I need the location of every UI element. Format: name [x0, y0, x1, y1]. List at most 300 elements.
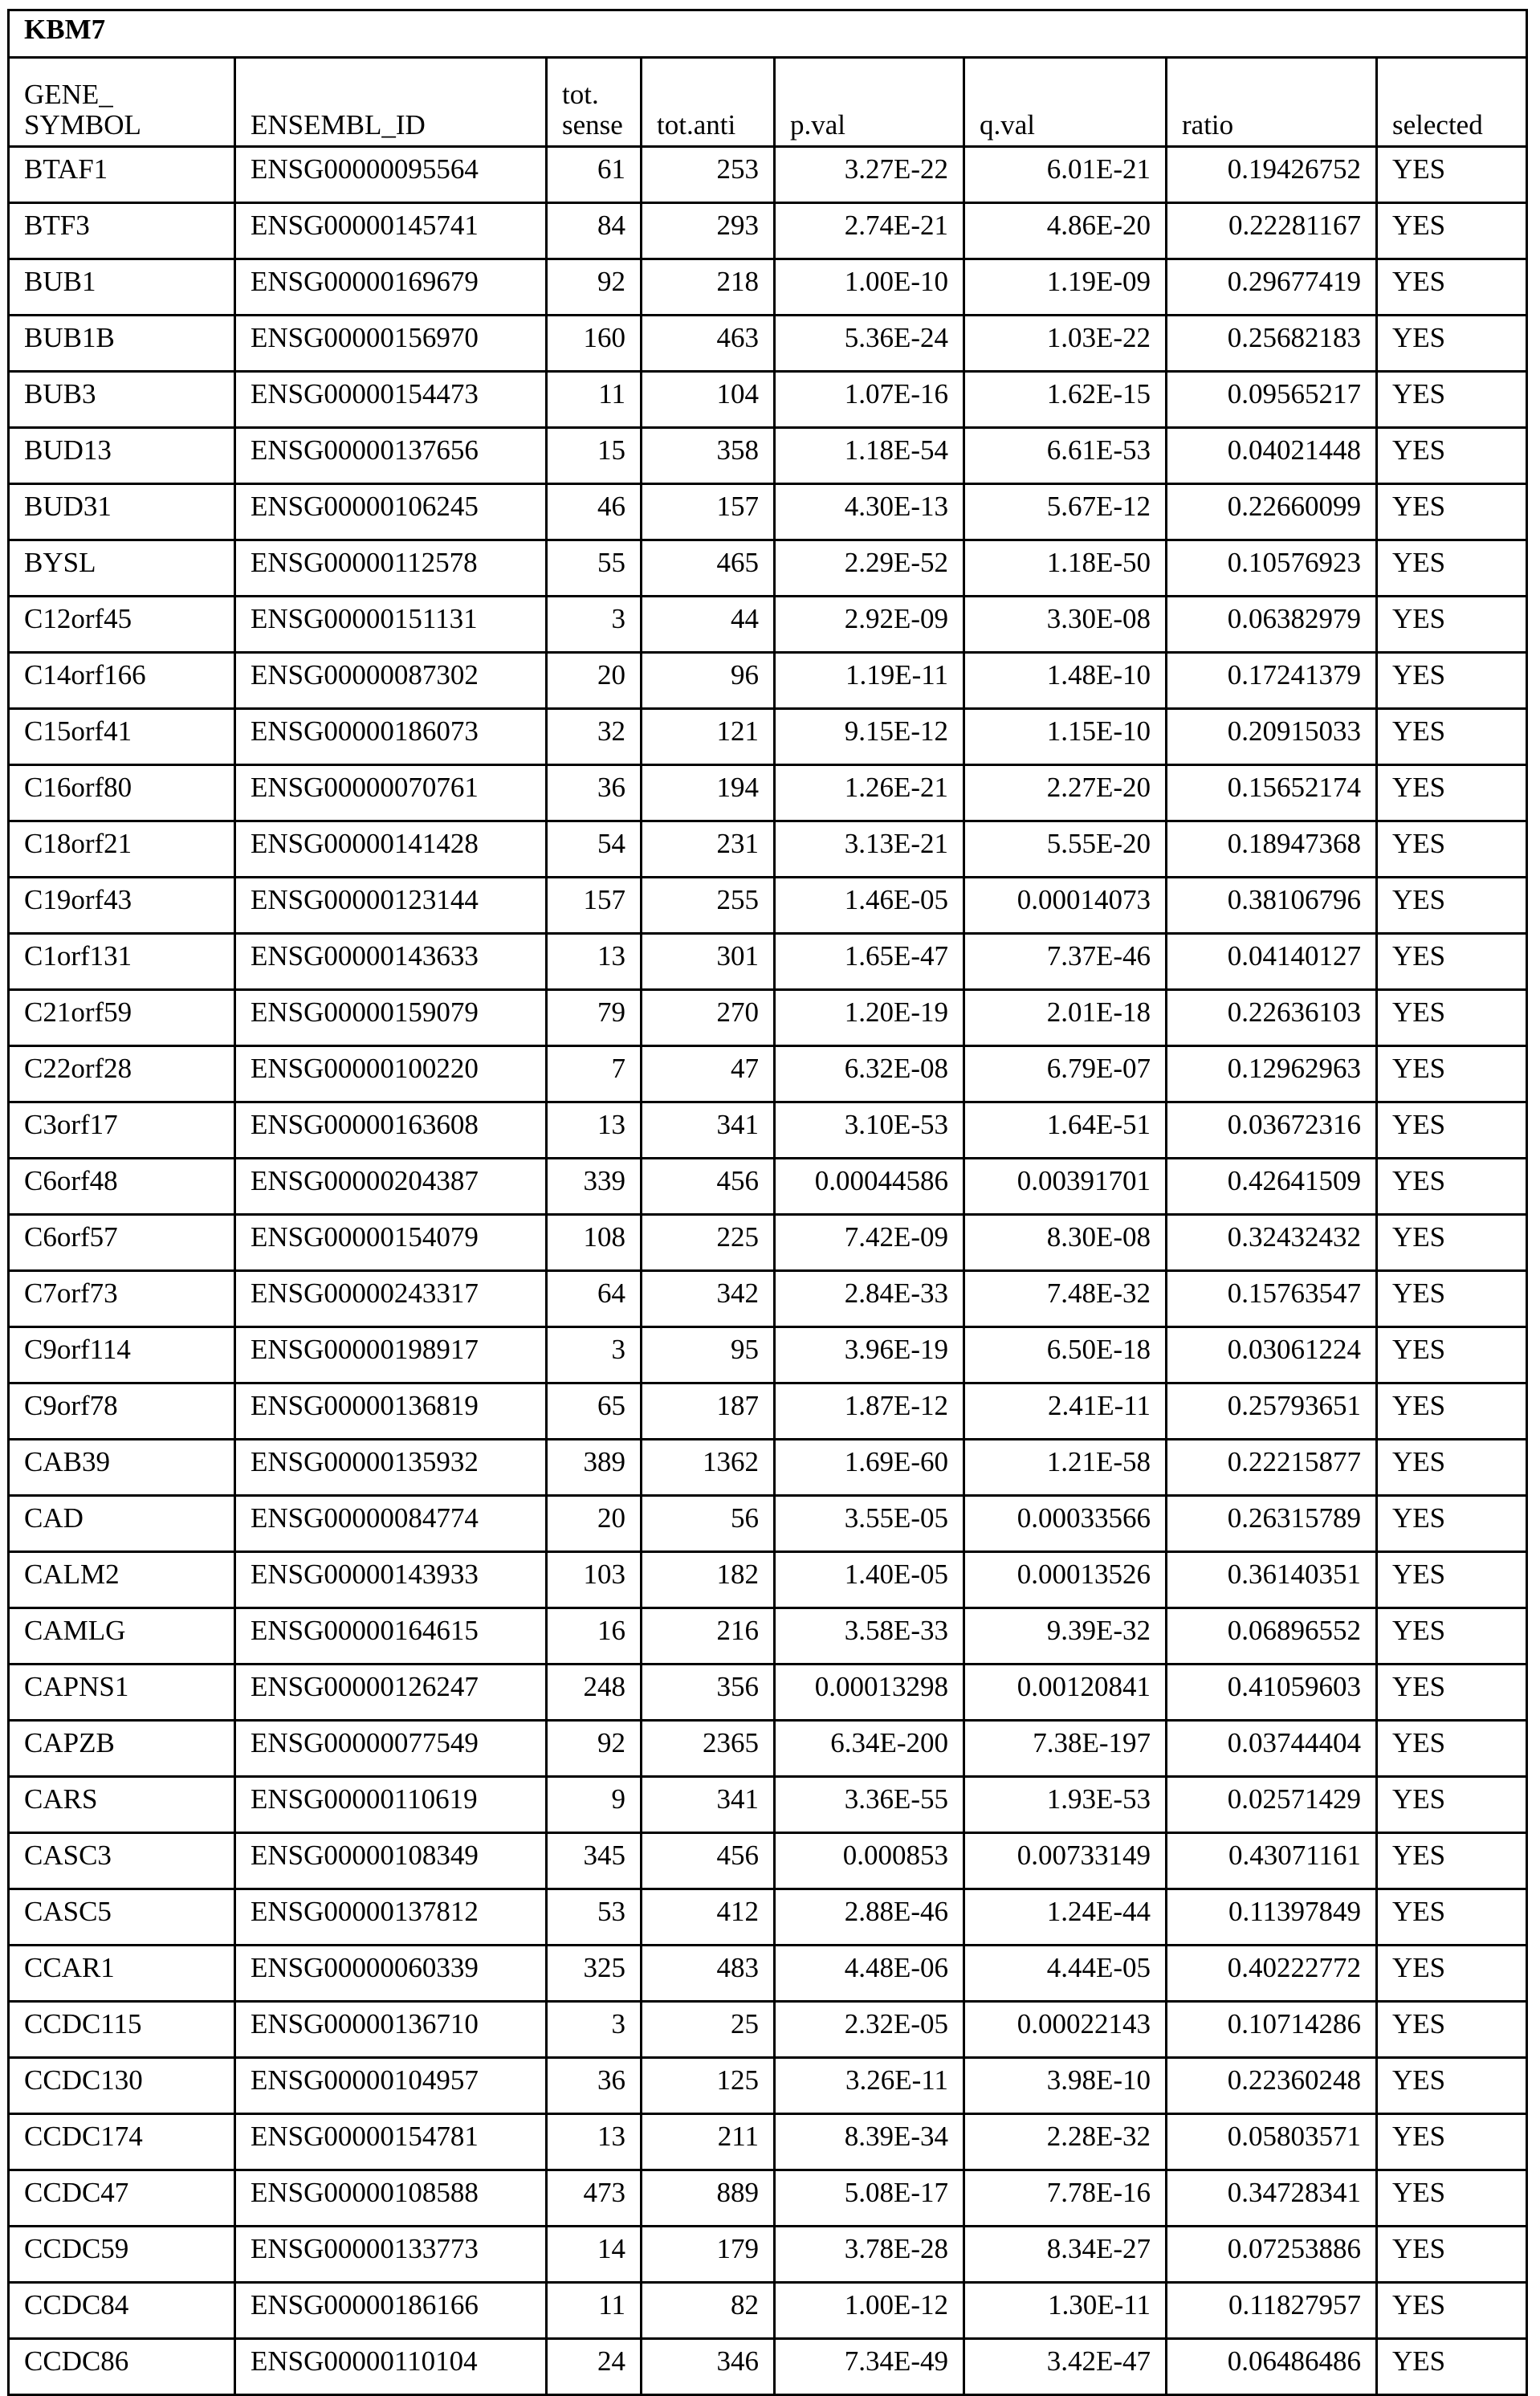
cell-p-val: 9.15E-12 [775, 709, 964, 765]
cell-tot-anti: 125 [642, 2058, 775, 2114]
cell-q-val: 1.48E-10 [964, 653, 1167, 709]
cell-p-val: 1.87E-12 [775, 1383, 964, 1440]
cell-tot-anti: 218 [642, 259, 775, 316]
column-header-tot-anti: tot.anti [642, 58, 775, 147]
cell-p-val: 0.00013298 [775, 1665, 964, 1721]
cell-q-val: 7.37E-46 [964, 934, 1167, 990]
cell-selected: YES [1377, 878, 1527, 934]
cell-ensembl-id: ENSG00000123144 [235, 878, 547, 934]
table-row [9, 709, 1527, 765]
cell-selected: YES [1377, 372, 1527, 428]
cell-q-val: 9.39E-32 [964, 1608, 1167, 1665]
cell-tot-anti: 293 [642, 203, 775, 259]
cell-tot-sense: 325 [547, 1946, 642, 2002]
cell-ratio: 0.04021448 [1167, 428, 1377, 484]
table-row [9, 428, 1527, 484]
column-header-tot-sense: tot. sense [547, 58, 642, 147]
cell-q-val: 1.30E-11 [964, 2283, 1167, 2339]
cell-ratio: 0.25682183 [1167, 316, 1377, 372]
table-row [9, 1215, 1527, 1271]
cell-p-val: 1.07E-16 [775, 372, 964, 428]
cell-selected: YES [1377, 1496, 1527, 1552]
cell-selected: YES [1377, 2058, 1527, 2114]
cell-tot-anti: 121 [642, 709, 775, 765]
cell-gene-symbol: C22orf28 [9, 1046, 235, 1102]
table-row [9, 316, 1527, 372]
cell-ensembl-id: ENSG00000151131 [235, 597, 547, 653]
cell-ensembl-id: ENSG00000095564 [235, 147, 547, 203]
cell-p-val: 1.65E-47 [775, 934, 964, 990]
cell-tot-sense: 92 [547, 1721, 642, 1777]
cell-p-val: 7.42E-09 [775, 1215, 964, 1271]
cell-p-val: 2.88E-46 [775, 1889, 964, 1946]
cell-tot-sense: 345 [547, 1833, 642, 1889]
cell-q-val: 8.30E-08 [964, 1215, 1167, 1271]
cell-selected: YES [1377, 484, 1527, 540]
cell-tot-sense: 32 [547, 709, 642, 765]
cell-selected: YES [1377, 1946, 1527, 2002]
cell-gene-symbol: CAD [9, 1496, 235, 1552]
cell-selected: YES [1377, 259, 1527, 316]
cell-selected: YES [1377, 2227, 1527, 2283]
table-row [9, 2283, 1527, 2339]
table-row [9, 934, 1527, 990]
cell-p-val: 3.96E-19 [775, 1327, 964, 1383]
cell-selected: YES [1377, 1833, 1527, 1889]
cell-ensembl-id: ENSG00000143933 [235, 1552, 547, 1608]
cell-q-val: 0.00014073 [964, 878, 1167, 934]
table-row [9, 203, 1527, 259]
cell-selected: YES [1377, 1889, 1527, 1946]
cell-ensembl-id: ENSG00000159079 [235, 990, 547, 1046]
column-header-selected: selected [1377, 58, 1527, 147]
cell-ratio: 0.22360248 [1167, 2058, 1377, 2114]
table-row [9, 484, 1527, 540]
cell-p-val: 6.34E-200 [775, 1721, 964, 1777]
cell-selected: YES [1377, 428, 1527, 484]
cell-q-val: 3.30E-08 [964, 597, 1167, 653]
cell-ensembl-id: ENSG00000084774 [235, 1496, 547, 1552]
cell-ensembl-id: ENSG00000126247 [235, 1665, 547, 1721]
table-row [9, 2114, 1527, 2170]
cell-tot-sense: 157 [547, 878, 642, 934]
cell-selected: YES [1377, 1721, 1527, 1777]
cell-ensembl-id: ENSG00000136710 [235, 2002, 547, 2058]
cell-q-val: 3.42E-47 [964, 2339, 1167, 2395]
cell-ensembl-id: ENSG00000243317 [235, 1271, 547, 1327]
table-row [9, 1271, 1527, 1327]
cell-selected: YES [1377, 1102, 1527, 1159]
cell-ratio: 0.02571429 [1167, 1777, 1377, 1833]
cell-q-val: 0.00013526 [964, 1552, 1167, 1608]
cell-selected: YES [1377, 1271, 1527, 1327]
table-row [9, 1889, 1527, 1946]
table-row [9, 372, 1527, 428]
cell-gene-symbol: CAMLG [9, 1608, 235, 1665]
cell-tot-sense: 24 [547, 2339, 642, 2395]
cell-tot-anti: 255 [642, 878, 775, 934]
cell-gene-symbol: C18orf21 [9, 821, 235, 878]
cell-gene-symbol: C9orf78 [9, 1383, 235, 1440]
cell-tot-anti: 1362 [642, 1440, 775, 1496]
cell-ensembl-id: ENSG00000141428 [235, 821, 547, 878]
column-header-q-val: q.val [964, 58, 1167, 147]
cell-p-val: 7.34E-49 [775, 2339, 964, 2395]
cell-gene-symbol: C7orf73 [9, 1271, 235, 1327]
cell-ensembl-id: ENSG00000198917 [235, 1327, 547, 1383]
cell-p-val: 2.29E-52 [775, 540, 964, 597]
cell-ensembl-id: ENSG00000137812 [235, 1889, 547, 1946]
cell-ratio: 0.07253886 [1167, 2227, 1377, 2283]
cell-p-val: 5.36E-24 [775, 316, 964, 372]
cell-tot-anti: 216 [642, 1608, 775, 1665]
cell-selected: YES [1377, 1440, 1527, 1496]
cell-selected: YES [1377, 934, 1527, 990]
cell-tot-sense: 54 [547, 821, 642, 878]
cell-p-val: 3.78E-28 [775, 2227, 964, 2283]
cell-gene-symbol: CCDC174 [9, 2114, 235, 2170]
table-row [9, 1159, 1527, 1215]
cell-tot-sense: 92 [547, 259, 642, 316]
cell-p-val: 3.26E-11 [775, 2058, 964, 2114]
cell-selected: YES [1377, 653, 1527, 709]
cell-ratio: 0.04140127 [1167, 934, 1377, 990]
cell-tot-sense: 7 [547, 1046, 642, 1102]
cell-q-val: 2.27E-20 [964, 765, 1167, 821]
cell-ensembl-id: ENSG00000060339 [235, 1946, 547, 2002]
cell-p-val: 3.58E-33 [775, 1608, 964, 1665]
cell-tot-anti: 341 [642, 1102, 775, 1159]
cell-ratio: 0.05803571 [1167, 2114, 1377, 2170]
cell-ratio: 0.18947368 [1167, 821, 1377, 878]
cell-selected: YES [1377, 821, 1527, 878]
cell-ratio: 0.36140351 [1167, 1552, 1377, 1608]
cell-gene-symbol: C1orf131 [9, 934, 235, 990]
cell-tot-sense: 3 [547, 597, 642, 653]
cell-ratio: 0.22281167 [1167, 203, 1377, 259]
cell-gene-symbol: C9orf114 [9, 1327, 235, 1383]
cell-p-val: 2.32E-05 [775, 2002, 964, 2058]
cell-ensembl-id: ENSG00000133773 [235, 2227, 547, 2283]
cell-tot-anti: 211 [642, 2114, 775, 2170]
cell-p-val: 1.46E-05 [775, 878, 964, 934]
cell-tot-sense: 14 [547, 2227, 642, 2283]
table-row [9, 2227, 1527, 2283]
cell-selected: YES [1377, 1665, 1527, 1721]
cell-tot-sense: 108 [547, 1215, 642, 1271]
table-row [9, 878, 1527, 934]
cell-q-val: 4.86E-20 [964, 203, 1167, 259]
cell-tot-sense: 61 [547, 147, 642, 203]
cell-ratio: 0.06382979 [1167, 597, 1377, 653]
cell-ratio: 0.06896552 [1167, 1608, 1377, 1665]
cell-p-val: 3.27E-22 [775, 147, 964, 203]
cell-p-val: 8.39E-34 [775, 2114, 964, 2170]
cell-ensembl-id: ENSG00000145741 [235, 203, 547, 259]
cell-p-val: 1.40E-05 [775, 1552, 964, 1608]
cell-gene-symbol: BUB3 [9, 372, 235, 428]
cell-ensembl-id: ENSG00000108588 [235, 2170, 547, 2227]
cell-selected: YES [1377, 597, 1527, 653]
cell-gene-symbol: BYSL [9, 540, 235, 597]
cell-ensembl-id: ENSG00000154473 [235, 372, 547, 428]
column-header-gene-symbol: GENE_ SYMBOL [9, 58, 235, 147]
cell-q-val: 1.62E-15 [964, 372, 1167, 428]
cell-tot-anti: 56 [642, 1496, 775, 1552]
cell-ensembl-id: ENSG00000100220 [235, 1046, 547, 1102]
cell-p-val: 1.00E-10 [775, 259, 964, 316]
cell-ensembl-id: ENSG00000106245 [235, 484, 547, 540]
column-header-ratio: ratio [1167, 58, 1377, 147]
cell-gene-symbol: C15orf41 [9, 709, 235, 765]
cell-p-val: 2.92E-09 [775, 597, 964, 653]
cell-selected: YES [1377, 1215, 1527, 1271]
cell-selected: YES [1377, 1159, 1527, 1215]
cell-gene-symbol: C12orf45 [9, 597, 235, 653]
cell-tot-sense: 46 [547, 484, 642, 540]
cell-ensembl-id: ENSG00000169679 [235, 259, 547, 316]
cell-ratio: 0.42641509 [1167, 1159, 1377, 1215]
cell-gene-symbol: C16orf80 [9, 765, 235, 821]
table-row [9, 653, 1527, 709]
cell-gene-symbol: CCDC86 [9, 2339, 235, 2395]
cell-selected: YES [1377, 2114, 1527, 2170]
cell-ensembl-id: ENSG00000163608 [235, 1102, 547, 1159]
cell-ensembl-id: ENSG00000137656 [235, 428, 547, 484]
cell-q-val: 4.44E-05 [964, 1946, 1167, 2002]
cell-selected: YES [1377, 2170, 1527, 2227]
cell-tot-sense: 13 [547, 1102, 642, 1159]
table-row [9, 1496, 1527, 1552]
cell-ensembl-id: ENSG00000108349 [235, 1833, 547, 1889]
cell-q-val: 0.00120841 [964, 1665, 1167, 1721]
cell-ratio: 0.10714286 [1167, 2002, 1377, 2058]
cell-ratio: 0.06486486 [1167, 2339, 1377, 2395]
cell-tot-sense: 11 [547, 2283, 642, 2339]
cell-ratio: 0.03672316 [1167, 1102, 1377, 1159]
cell-tot-sense: 64 [547, 1271, 642, 1327]
cell-p-val: 1.00E-12 [775, 2283, 964, 2339]
cell-q-val: 2.01E-18 [964, 990, 1167, 1046]
cell-ensembl-id: ENSG00000110104 [235, 2339, 547, 2395]
cell-tot-sense: 36 [547, 765, 642, 821]
cell-gene-symbol: CCDC59 [9, 2227, 235, 2283]
cell-selected: YES [1377, 2339, 1527, 2395]
cell-ratio: 0.20915033 [1167, 709, 1377, 765]
cell-tot-sense: 16 [547, 1608, 642, 1665]
table-row [9, 821, 1527, 878]
cell-ratio: 0.11397849 [1167, 1889, 1377, 1946]
cell-q-val: 7.48E-32 [964, 1271, 1167, 1327]
cell-tot-anti: 96 [642, 653, 775, 709]
table-row [9, 540, 1527, 597]
cell-ratio: 0.15763547 [1167, 1271, 1377, 1327]
cell-q-val: 7.38E-197 [964, 1721, 1167, 1777]
cell-tot-sense: 79 [547, 990, 642, 1046]
cell-q-val: 1.18E-50 [964, 540, 1167, 597]
cell-gene-symbol: C19orf43 [9, 878, 235, 934]
cell-selected: YES [1377, 1777, 1527, 1833]
table-row [9, 2339, 1527, 2395]
cell-tot-anti: 104 [642, 372, 775, 428]
cell-ensembl-id: ENSG00000135932 [235, 1440, 547, 1496]
cell-gene-symbol: CARS [9, 1777, 235, 1833]
table-row [9, 1608, 1527, 1665]
cell-selected: YES [1377, 765, 1527, 821]
cell-p-val: 4.30E-13 [775, 484, 964, 540]
cell-tot-anti: 253 [642, 147, 775, 203]
cell-p-val: 0.00044586 [775, 1159, 964, 1215]
cell-ensembl-id: ENSG00000186166 [235, 2283, 547, 2339]
cell-tot-sense: 65 [547, 1383, 642, 1440]
table-row [9, 765, 1527, 821]
cell-selected: YES [1377, 2283, 1527, 2339]
cell-ensembl-id: ENSG00000164615 [235, 1608, 547, 1665]
cell-ratio: 0.43071161 [1167, 1833, 1377, 1889]
cell-tot-anti: 157 [642, 484, 775, 540]
cell-ensembl-id: ENSG00000154079 [235, 1215, 547, 1271]
cell-q-val: 3.98E-10 [964, 2058, 1167, 2114]
cell-p-val: 2.74E-21 [775, 203, 964, 259]
cell-q-val: 6.61E-53 [964, 428, 1167, 484]
table-row [9, 2002, 1527, 2058]
cell-gene-symbol: C3orf17 [9, 1102, 235, 1159]
table-row [9, 147, 1527, 203]
cell-tot-sense: 13 [547, 934, 642, 990]
cell-gene-symbol: C21orf59 [9, 990, 235, 1046]
cell-selected: YES [1377, 1608, 1527, 1665]
cell-tot-sense: 20 [547, 1496, 642, 1552]
cell-p-val: 1.20E-19 [775, 990, 964, 1046]
cell-q-val: 0.00033566 [964, 1496, 1167, 1552]
cell-ratio: 0.40222772 [1167, 1946, 1377, 2002]
cell-tot-sense: 84 [547, 203, 642, 259]
cell-q-val: 1.15E-10 [964, 709, 1167, 765]
cell-tot-anti: 463 [642, 316, 775, 372]
cell-ensembl-id: ENSG00000070761 [235, 765, 547, 821]
cell-gene-symbol: BTAF1 [9, 147, 235, 203]
cell-q-val: 6.79E-07 [964, 1046, 1167, 1102]
table-row [9, 1946, 1527, 2002]
cell-gene-symbol: BUD13 [9, 428, 235, 484]
cell-gene-symbol: CASC5 [9, 1889, 235, 1946]
cell-tot-anti: 225 [642, 1215, 775, 1271]
cell-tot-anti: 270 [642, 990, 775, 1046]
cell-tot-sense: 103 [547, 1552, 642, 1608]
cell-ratio: 0.03061224 [1167, 1327, 1377, 1383]
cell-tot-sense: 473 [547, 2170, 642, 2227]
cell-q-val: 5.67E-12 [964, 484, 1167, 540]
cell-tot-sense: 160 [547, 316, 642, 372]
cell-gene-symbol: C14orf166 [9, 653, 235, 709]
cell-ensembl-id: ENSG00000087302 [235, 653, 547, 709]
cell-tot-sense: 3 [547, 2002, 642, 2058]
cell-p-val: 3.36E-55 [775, 1777, 964, 1833]
table-row [9, 1833, 1527, 1889]
cell-selected: YES [1377, 147, 1527, 203]
cell-ratio: 0.32432432 [1167, 1215, 1377, 1271]
cell-gene-symbol: CAPZB [9, 1721, 235, 1777]
cell-p-val: 2.84E-33 [775, 1271, 964, 1327]
cell-tot-anti: 95 [642, 1327, 775, 1383]
cell-q-val: 1.21E-58 [964, 1440, 1167, 1496]
cell-tot-sense: 389 [547, 1440, 642, 1496]
cell-ensembl-id: ENSG00000104957 [235, 2058, 547, 2114]
cell-ratio: 0.26315789 [1167, 1496, 1377, 1552]
cell-tot-sense: 36 [547, 2058, 642, 2114]
cell-ratio: 0.10576923 [1167, 540, 1377, 597]
cell-tot-anti: 187 [642, 1383, 775, 1440]
cell-ratio: 0.29677419 [1167, 259, 1377, 316]
cell-tot-sense: 11 [547, 372, 642, 428]
table-row [9, 1440, 1527, 1496]
table-row [9, 1383, 1527, 1440]
table-row [9, 1046, 1527, 1102]
cell-p-val: 1.26E-21 [775, 765, 964, 821]
cell-selected: YES [1377, 2002, 1527, 2058]
table-row [9, 1721, 1527, 1777]
table-row [9, 1552, 1527, 1608]
cell-gene-symbol: BUB1B [9, 316, 235, 372]
table-row [9, 259, 1527, 316]
cell-p-val: 5.08E-17 [775, 2170, 964, 2227]
cell-ratio: 0.15652174 [1167, 765, 1377, 821]
cell-tot-sense: 20 [547, 653, 642, 709]
cell-tot-anti: 82 [642, 2283, 775, 2339]
cell-gene-symbol: CCDC84 [9, 2283, 235, 2339]
cell-tot-anti: 889 [642, 2170, 775, 2227]
cell-ratio: 0.38106796 [1167, 878, 1377, 934]
cell-tot-sense: 53 [547, 1889, 642, 1946]
cell-tot-anti: 356 [642, 1665, 775, 1721]
cell-q-val: 6.50E-18 [964, 1327, 1167, 1383]
cell-ratio: 0.25793651 [1167, 1383, 1377, 1440]
cell-tot-sense: 55 [547, 540, 642, 597]
cell-q-val: 1.93E-53 [964, 1777, 1167, 1833]
cell-q-val: 1.64E-51 [964, 1102, 1167, 1159]
cell-gene-symbol: BUB1 [9, 259, 235, 316]
cell-ensembl-id: ENSG00000143633 [235, 934, 547, 990]
cell-ratio: 0.22215877 [1167, 1440, 1377, 1496]
cell-ensembl-id: ENSG00000156970 [235, 316, 547, 372]
cell-gene-symbol: BTF3 [9, 203, 235, 259]
cell-gene-symbol: CCDC47 [9, 2170, 235, 2227]
cell-q-val: 8.34E-27 [964, 2227, 1167, 2283]
cell-p-val: 1.19E-11 [775, 653, 964, 709]
gene-table [7, 9, 1528, 2396]
cell-tot-anti: 358 [642, 428, 775, 484]
cell-ratio: 0.12962963 [1167, 1046, 1377, 1102]
cell-tot-anti: 194 [642, 765, 775, 821]
cell-tot-anti: 483 [642, 1946, 775, 2002]
cell-ensembl-id: ENSG00000112578 [235, 540, 547, 597]
cell-gene-symbol: CAB39 [9, 1440, 235, 1496]
cell-selected: YES [1377, 203, 1527, 259]
cell-gene-symbol: C6orf48 [9, 1159, 235, 1215]
cell-q-val: 1.03E-22 [964, 316, 1167, 372]
cell-selected: YES [1377, 540, 1527, 597]
cell-p-val: 3.10E-53 [775, 1102, 964, 1159]
cell-gene-symbol: CCDC115 [9, 2002, 235, 2058]
cell-ratio: 0.17241379 [1167, 653, 1377, 709]
table-row [9, 2058, 1527, 2114]
cell-tot-anti: 301 [642, 934, 775, 990]
cell-gene-symbol: CCDC130 [9, 2058, 235, 2114]
table-row [9, 2170, 1527, 2227]
cell-tot-anti: 456 [642, 1833, 775, 1889]
cell-gene-symbol: CAPNS1 [9, 1665, 235, 1721]
cell-selected: YES [1377, 1327, 1527, 1383]
